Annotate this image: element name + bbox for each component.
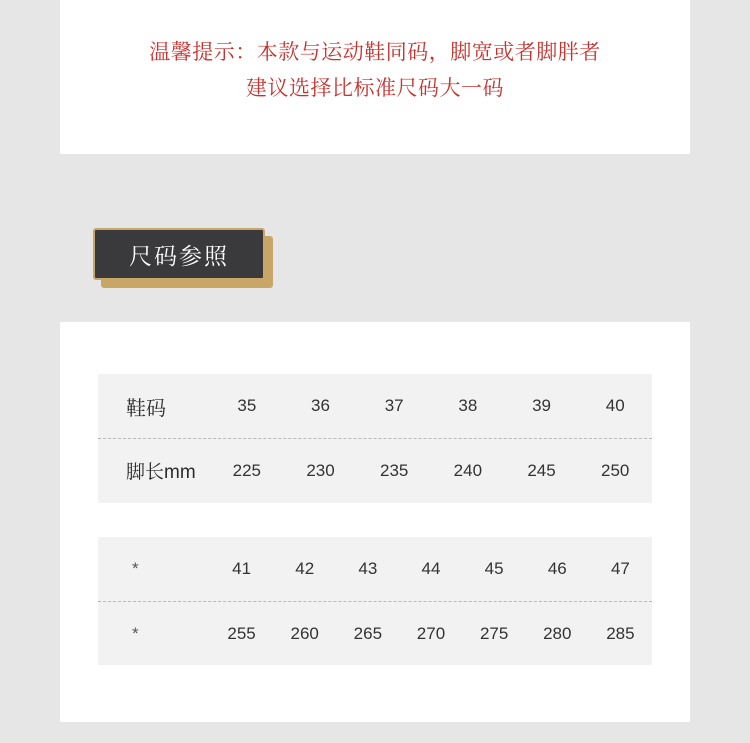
notice-line-2: 建议选择比标准尺码大一码 bbox=[246, 77, 504, 100]
plate-label: 尺码参照 bbox=[129, 242, 229, 269]
section-title-plate bbox=[93, 228, 273, 288]
row-label-foot-length: 脚长mm bbox=[126, 462, 196, 483]
table-row bbox=[98, 438, 652, 502]
cell: 245 bbox=[527, 460, 556, 480]
size-table-block-a bbox=[98, 374, 652, 503]
size-table-block-b bbox=[98, 537, 652, 665]
cell: 250 bbox=[601, 460, 630, 480]
row-cells bbox=[210, 559, 652, 579]
cell: 270 bbox=[416, 623, 446, 643]
cell: 44 bbox=[421, 559, 441, 578]
cell: 47 bbox=[610, 559, 630, 578]
cell: 41 bbox=[232, 559, 252, 578]
cell: 36 bbox=[311, 396, 330, 415]
cell: 38 bbox=[458, 396, 478, 415]
row-label-shoe-size-2: * bbox=[132, 559, 139, 578]
cell: 42 bbox=[295, 559, 315, 578]
plate-front-layer bbox=[93, 228, 265, 280]
cell: 235 bbox=[379, 460, 409, 480]
cell: 35 bbox=[237, 396, 257, 415]
row-cells bbox=[210, 624, 652, 644]
cell: 45 bbox=[484, 559, 504, 578]
cell: 255 bbox=[227, 623, 256, 643]
size-chart-card bbox=[60, 322, 690, 722]
cell: 225 bbox=[232, 460, 262, 480]
cell: 285 bbox=[606, 623, 635, 643]
notice-line-1: 温馨提示：本款与运动鞋同码，脚宽或者脚胖者 bbox=[149, 41, 601, 64]
row-cells bbox=[210, 396, 652, 416]
cell: 275 bbox=[479, 623, 509, 643]
size-notice-card bbox=[60, 0, 690, 154]
cell: 230 bbox=[306, 460, 335, 480]
cell: 260 bbox=[290, 623, 319, 643]
cell: 280 bbox=[543, 623, 572, 643]
row-label-foot-length-2: * bbox=[132, 623, 139, 643]
table-row bbox=[98, 601, 652, 665]
row-label-shoe-size: 鞋码 bbox=[126, 397, 166, 420]
cell: 43 bbox=[358, 559, 378, 578]
table-row bbox=[98, 374, 652, 438]
cell: 39 bbox=[532, 396, 551, 415]
table-row bbox=[98, 537, 652, 601]
cell: 37 bbox=[384, 396, 404, 415]
cell: 265 bbox=[353, 623, 383, 643]
cell: 240 bbox=[453, 460, 483, 480]
cell: 40 bbox=[605, 396, 625, 415]
cell: 46 bbox=[547, 559, 567, 578]
row-cells bbox=[210, 461, 652, 481]
